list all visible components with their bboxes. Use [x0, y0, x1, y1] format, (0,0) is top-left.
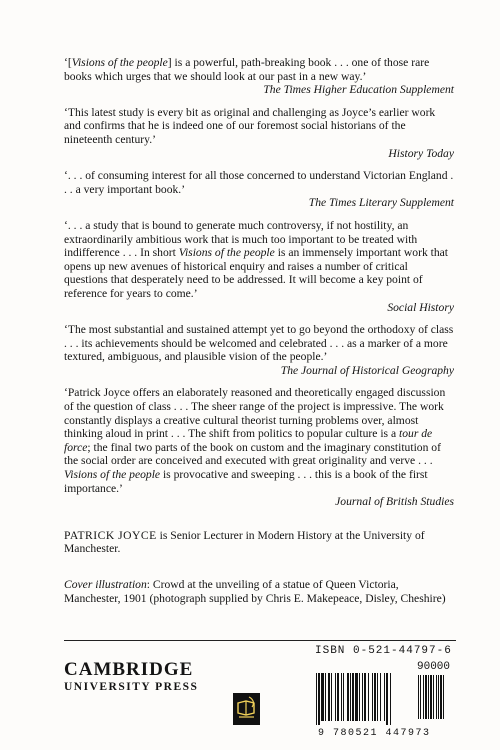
- barcode-bar: [328, 673, 330, 721]
- publisher-name: CAMBRIDGE: [64, 659, 194, 680]
- addon-bar: [423, 675, 424, 719]
- review-italic-title: Visions of the people: [71, 56, 168, 69]
- review-source: Journal of British Studies: [335, 495, 454, 509]
- isbn-label: ISBN 0-521-44797-6: [315, 645, 452, 657]
- review-text-run: ‘Patrick Joyce offers an elaborately reasoned and theoretically engaged discussion of the question of class . . . The sheer range of the project is impressive. The work constantly displays a creative cultural theorist turning problems over, almost thinking aloud in print . . . The shift from politics to popular culture is a: [64, 386, 446, 441]
- review-italic-title: Visions of the people: [178, 246, 275, 260]
- review-text: [64, 106, 454, 147]
- review-source: History Today: [388, 146, 454, 160]
- barcode-bar: [359, 673, 360, 721]
- review-text-run: ; the final two parts of the book on custom and the imaginary constitution of the social order are conceived and executed with great originality and verve . . .: [64, 440, 441, 468]
- review-source: Social History: [387, 300, 454, 314]
- addon-bar: [436, 675, 437, 719]
- addon-bar: [428, 675, 429, 719]
- review-text-run: is an immensely important work that opens up new avenues of historical enquiry and raises a number of critical questions that desperately need to be addressed. It will become a key point of reference for years to come.’: [64, 246, 449, 300]
- barcode-bar: [364, 673, 366, 721]
- barcode-bar: [368, 673, 369, 721]
- addon-bar: [418, 675, 419, 719]
- review-text-run: is provocative and sweeping . . . this is a book of the first importance.’: [64, 468, 428, 495]
- author-bio-text: is Senior Lecturer in Modern History at the University of Manchester.: [64, 528, 425, 556]
- barcode-bar: [318, 673, 320, 725]
- review-text: [64, 56, 454, 83]
- barcode-digits: 9 780521 447973: [318, 728, 431, 739]
- review-text: [64, 169, 454, 196]
- publisher-subtitle: UNIVERSITY PRESS: [64, 681, 199, 693]
- addon-bar: [425, 675, 427, 719]
- review-text-run: ‘This latest study is every bit as original and challenging as Joyce’s earlier work and confirms that he is indeed one of our foremost social historians of the nineteenth century.’: [64, 105, 436, 146]
- review-quote: [64, 386, 454, 508]
- barcode-bar: [341, 673, 342, 721]
- back-cover-text: [64, 56, 454, 605]
- review-text-run: ] is a powerful, path-breaking book . . . one of those rare books which urges that we should look at our past in a new way.’: [64, 56, 430, 83]
- addon-bar: [440, 675, 442, 719]
- divider-rule: [64, 640, 456, 641]
- addon-bar: [430, 675, 432, 719]
- reviews-list: [64, 56, 454, 509]
- barcode-bar: [352, 673, 354, 721]
- addon-bar: [433, 675, 434, 719]
- review-text: [64, 323, 454, 364]
- barcode-bar: [384, 673, 385, 721]
- barcode-bar: [355, 673, 358, 721]
- review-quote: [64, 219, 454, 314]
- barcode-bar: [350, 673, 351, 721]
- addon-bar: [443, 675, 444, 719]
- cover-credit: [64, 578, 454, 605]
- barcode-bar: [372, 673, 373, 721]
- barcode-bar: [380, 673, 381, 721]
- author-bio: [64, 529, 454, 556]
- review-text-run: ‘. . . a study that is bound to generate much controversy, if not hostility, an extraordinarily ambitious work that is much too important to be treated with indifference . . . In short: [64, 218, 418, 260]
- barcode-bar: [343, 673, 344, 721]
- review-source: The Times Literary Supplement: [308, 196, 454, 210]
- review-quote: [64, 323, 454, 377]
- review-italic-title: tour de force: [64, 427, 433, 454]
- review-text: [64, 386, 454, 495]
- addon-bar: [438, 675, 439, 719]
- barcode-bar: [321, 673, 324, 721]
- review-text: [64, 219, 454, 301]
- publisher-imprint: [64, 660, 198, 694]
- barcode-bar: [335, 673, 336, 721]
- barcode-bar: [325, 673, 326, 721]
- barcode-bar: [347, 673, 349, 721]
- barcode-bar: [374, 673, 376, 721]
- barcode-bar: [377, 673, 378, 721]
- addon-bar: [420, 675, 421, 719]
- review-quote: [64, 106, 454, 160]
- review-quote: [64, 56, 454, 97]
- price-code: 90000: [417, 661, 451, 673]
- author-name: PATRICK JOYCE: [64, 528, 157, 542]
- cambridge-shield-icon: [233, 693, 260, 725]
- cover-credit-text: : Crowd at the unveiling of a statue of Queen Victoria, Manchester, 1901 (photograph supplied by Chris E. Makepeace, Disley, Cheshire): [64, 578, 446, 605]
- review-text-run: ‘The most substantial and sustained attempt yet to go beyond the orthodoxy of class . . . its achievements should be welcomed and celebrated . . . as a marker of a more textured, ambiguous, and plausible vision of the people.’: [64, 323, 454, 364]
- review-text-run: ‘[: [64, 56, 72, 69]
- barcode-bar: [390, 673, 391, 725]
- cover-credit-label: Cover illustration: [64, 578, 147, 591]
- review-source: The Journal of Historical Geography: [280, 363, 454, 377]
- barcode-bar: [362, 673, 363, 721]
- review-italic-title: Visions of the people: [64, 468, 161, 482]
- review-source: The Times Higher Education Supplement: [263, 83, 454, 97]
- barcode-bar: [337, 673, 339, 721]
- review-text-run: ‘. . . of consuming interest for all those concerned to understand Victorian England . . . a very important book.’: [64, 169, 454, 196]
- barcode-bar: [386, 673, 388, 725]
- review-quote: [64, 169, 454, 210]
- barcode-bar: [331, 673, 332, 721]
- barcode-bar: [316, 673, 317, 725]
